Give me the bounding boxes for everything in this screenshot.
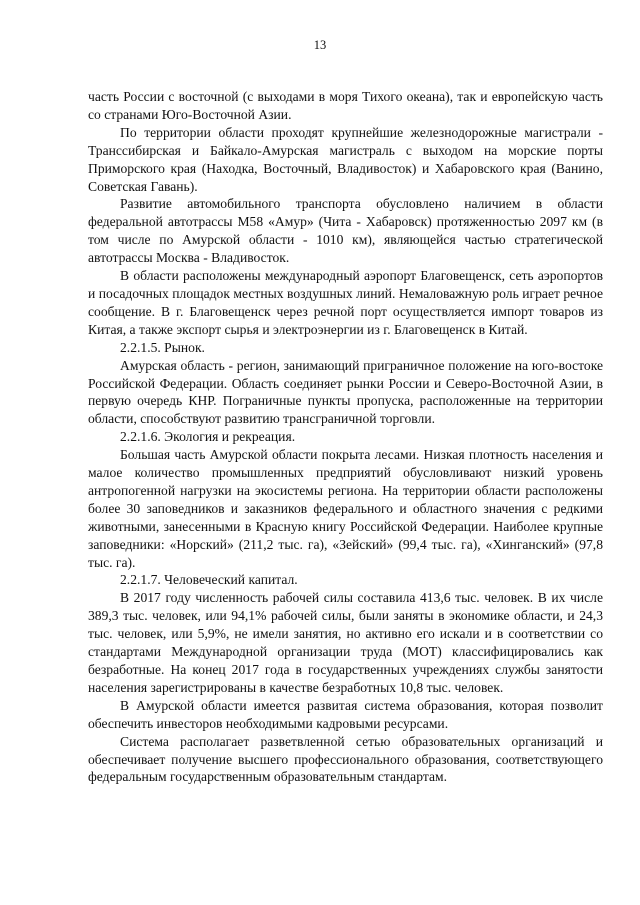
paragraph-air-river: В области расположены международный аэропорт Благовещенск, сеть аэропортов и посадочных площадок местных воздушных линий. Немаловажную роль играет речное сообщение. В г. Благовещенск через речной порт осуществляется импорт товаров из Китая, а также экспорт сырья и электроэнергии из г. Благовещенск в Китай.	[88, 268, 603, 337]
paragraph-roads: Развитие автомобильного транспорта обусловлено наличием в области федеральной автотрассы М58 «Амур» (Чита - Хабаровск) протяженностью 2097 км (в том числе по Амурской области - 1010 км), являющейся частью стратегической автотрассы Москва - Владивосток.	[88, 196, 603, 266]
paragraph-market: Амурская область - регион, занимающий приграничное положение на юго-востоке Российской Федерации. Область соединяет рынки России и Северо-Восточной Азии, в первую очередь КНР. Пограничные пункты пропуска, расположенные на территории области, способствуют развитию трансграничной торговли.	[88, 357, 603, 427]
section-heading-market: 2.2.1.5. Рынок.	[120, 339, 205, 355]
page-number: 13	[313, 38, 327, 52]
paragraph-education-network: Система располагает разветвленной сетью образовательных организаций и обеспечивает получение высшего профессионального образования, соответствующего федеральным государственным образовательным стандартам.	[88, 733, 603, 785]
section-heading-human-capital: 2.2.1.7. Человеческий капитал.	[120, 572, 298, 588]
section-heading-ecology: 2.2.1.6. Экология и рекреация.	[120, 429, 296, 445]
document-body	[88, 88, 603, 786]
paragraph-intro-continuation: часть России с восточной (с выходами в моря Тихого океана), так и европейскую часть со странами Юго-Восточной Азии.	[88, 89, 603, 122]
paragraph-education-system: В Амурской области имеется развитая система образования, которая позволит обеспечить инвесторов необходимыми кадровыми ресурсами.	[88, 697, 603, 731]
paragraph-railways: По территории области проходят крупнейшие железнодорожные магистрали - Транссибирская и Байкало-Амурская магистраль с выходом на морские порты Приморского края (Находка, Восточный, Владивосток) и Хабаровского края (Ванино, Советская Гавань).	[88, 124, 603, 194]
paragraph-labor-force: В 2017 году численность рабочей силы составила 413,6 тыс. человек. В их числе 389,3 тыс. человек, или 94,1% рабочей силы, были заняты в экономике области, и 24,3 тыс. человек, или 5,9%, не имели занятия, но активно его искали и в соответствии со стандартами Международной организации труда (МОТ) классифицировались как безработные. На конец 2017 года в государственных учреждениях службы занятости населения зарегистрированы в качестве безработных 10,8 тыс. человек.	[88, 590, 603, 695]
paragraph-ecology: Большая часть Амурской области покрыта лесами. Низкая плотность населения и малое количество промышленных предприятий обусловливают низкий уровень антропогенной нагрузки на экосистемы региона. На территории области расположены более 30 заповедников и заказников федерального и областного значения с редкими животными, занесенными в Красную книгу Российской Федерации. Наиболее крупные заповедники: «Норский» (211,2 тыс. га), «Зейский» (99,4 тыс. га), «Хинганский» (97,8 тыс. га).	[88, 447, 603, 570]
